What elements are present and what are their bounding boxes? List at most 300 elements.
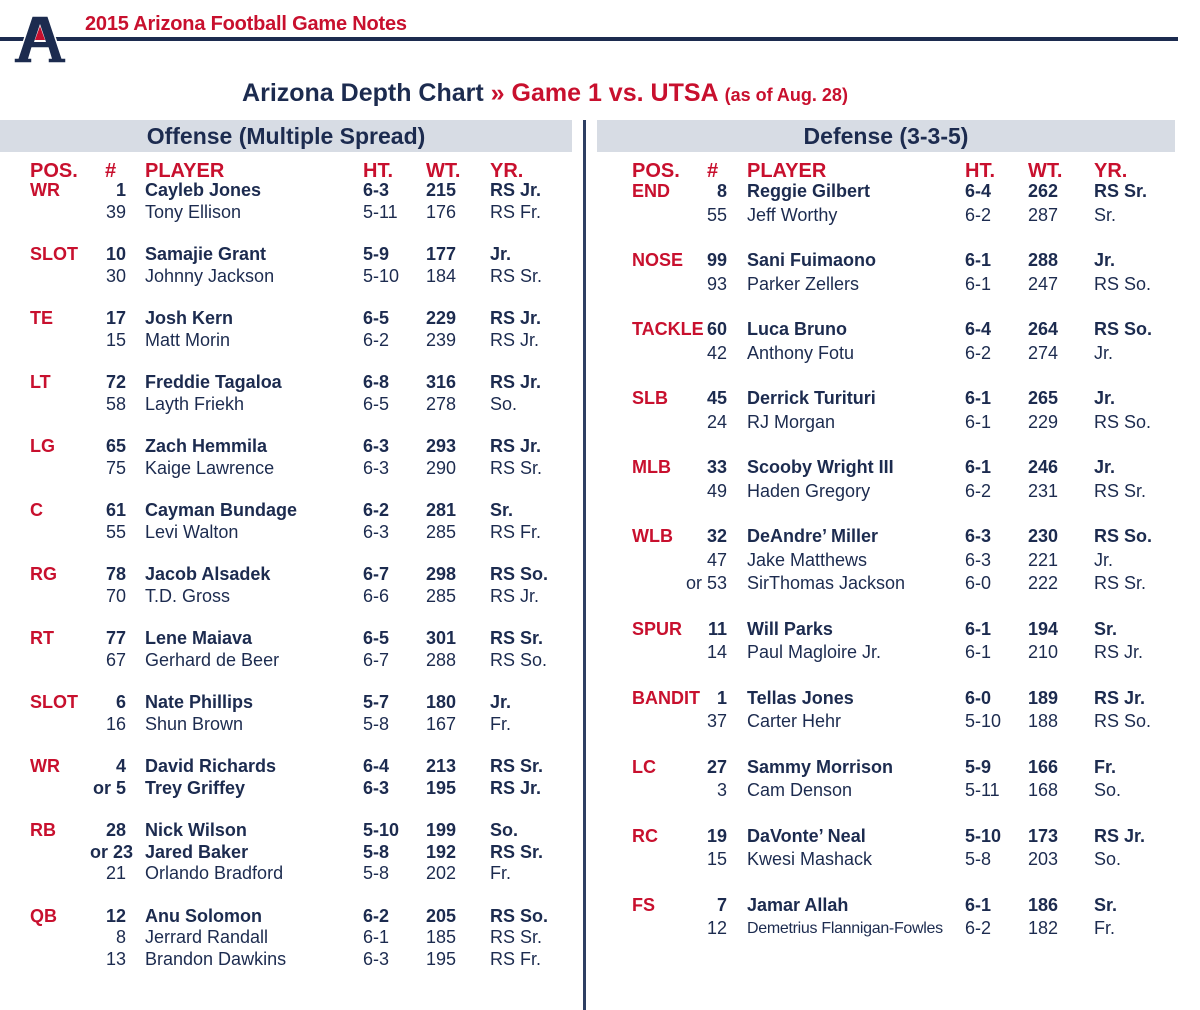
player-weight: 195 (426, 948, 457, 969)
player-weight: 293 (426, 436, 457, 456)
player-height: 6-3 (363, 457, 390, 478)
position-group (597, 825, 1175, 872)
player-row (0, 820, 572, 842)
jersey-number (90, 778, 126, 799)
position-group (0, 500, 572, 543)
offense-column (0, 120, 572, 970)
player-weight: 176 (426, 201, 457, 222)
jersey-number-value: 5 (115, 777, 126, 798)
player-name: Matt Morin (145, 329, 231, 350)
player-weight: 180 (426, 692, 457, 712)
player-weight: 316 (426, 372, 457, 392)
player-height: 6-2 (363, 905, 390, 926)
header-ht: HT. (363, 160, 393, 182)
player-weight: 247 (1028, 273, 1059, 294)
player-weight: 177 (426, 244, 457, 264)
header-pos: POS. (632, 160, 680, 182)
position-label: C (30, 500, 43, 520)
jersey-number-value: 55 (105, 521, 126, 542)
player-height: 6-6 (363, 585, 390, 606)
position-label: TE (30, 308, 54, 328)
player-year: Sr. (1094, 894, 1118, 915)
jersey-number (90, 564, 126, 585)
player-year: RS Jr. (490, 777, 542, 798)
jersey-number (90, 458, 126, 479)
jersey-number (667, 342, 727, 365)
jersey-number-value: 30 (105, 265, 126, 286)
player-weight: 288 (1028, 250, 1059, 270)
player-row (0, 714, 572, 736)
player-height: 6-0 (965, 573, 992, 593)
position-group (597, 756, 1175, 803)
jersey-number-value: 13 (105, 948, 126, 969)
player-name: Jamar Allah (747, 894, 849, 915)
player-name: Demetrius Flannigan-Fowles (747, 920, 943, 937)
jersey-number (90, 692, 126, 713)
player-name: Levi Walton (145, 521, 239, 542)
jersey-number (667, 525, 727, 548)
position-group (597, 456, 1175, 503)
player-row (597, 825, 1175, 849)
player-weight: 221 (1028, 549, 1059, 570)
player-name: Tony Ellison (145, 201, 242, 222)
player-name: Johnny Jackson (145, 265, 275, 286)
player-row (0, 244, 572, 266)
player-height: 5-10 (965, 825, 1002, 846)
player-weight: 229 (1028, 411, 1059, 432)
player-height: 5-8 (965, 849, 992, 869)
position-group (0, 906, 572, 971)
player-name: Josh Kern (145, 308, 234, 328)
player-row (597, 779, 1175, 803)
player-name: T.D. Gross (145, 585, 231, 606)
player-year: RS So. (1094, 711, 1152, 731)
player-row (0, 906, 572, 928)
player-year: RS Jr. (1094, 825, 1146, 846)
player-weight: 278 (426, 393, 457, 414)
jersey-number (90, 308, 126, 329)
position-label: NOSE (632, 250, 684, 270)
player-height: 5-8 (363, 841, 390, 862)
jersey-number-value: 8 (716, 181, 727, 201)
player-height: 5-7 (363, 692, 390, 712)
position-group (0, 372, 572, 415)
jersey-number (90, 949, 126, 970)
jersey-number-value: 78 (105, 564, 126, 584)
player-year: RS Fr. (490, 201, 542, 222)
player-row (597, 687, 1175, 711)
player-weight: 229 (426, 308, 457, 328)
player-year: Jr. (1094, 388, 1116, 408)
player-weight: 189 (1028, 687, 1059, 708)
player-row (0, 372, 572, 394)
headline-game: Game 1 vs. UTSA (511, 79, 718, 107)
player-year: Sr. (490, 500, 514, 520)
player-year: RS Sr. (490, 628, 544, 648)
player-height: 6-1 (965, 388, 992, 408)
header-ht: HT. (965, 160, 995, 182)
player-height: 5-10 (965, 711, 1002, 731)
player-row (597, 549, 1175, 573)
page-title (0, 79, 1090, 108)
jersey-number-value: 72 (105, 372, 126, 392)
player-name: Freddie Tagaloa (145, 372, 282, 392)
jersey-number (90, 586, 126, 607)
jersey-number-value: 12 (105, 905, 126, 926)
position-label: RC (632, 825, 658, 846)
player-row (597, 273, 1175, 297)
player-year: RS So. (1094, 411, 1152, 432)
player-row (597, 480, 1175, 504)
position-label: RG (30, 564, 57, 584)
player-row (0, 628, 572, 650)
player-height: 6-4 (965, 181, 992, 201)
jersey-number-value: 60 (706, 319, 727, 339)
player-weight: 231 (1028, 480, 1059, 501)
player-year: Jr. (1094, 457, 1116, 477)
player-row (597, 456, 1175, 480)
jersey-number (90, 927, 126, 948)
player-name: Lene Maiava (145, 628, 253, 648)
player-height: 5-8 (363, 713, 390, 734)
jersey-number (667, 641, 727, 664)
player-weight: 298 (426, 564, 457, 584)
position-group (0, 244, 572, 287)
player-year: RS So. (1094, 273, 1152, 294)
player-height: 5-11 (965, 780, 1000, 800)
player-weight: 290 (426, 457, 457, 478)
header-wt: WT. (426, 160, 461, 182)
position-group (597, 687, 1175, 734)
player-year: So. (1094, 780, 1122, 800)
player-row (0, 394, 572, 416)
jersey-number-value: 99 (706, 250, 727, 270)
player-row (597, 342, 1175, 366)
player-year: RS Jr. (490, 180, 542, 200)
jersey-number (90, 372, 126, 393)
jersey-number-value: 39 (105, 201, 126, 222)
player-year: RS Sr. (1094, 181, 1148, 201)
player-weight: 265 (1028, 388, 1059, 408)
player-name: Kaige Lawrence (145, 457, 275, 478)
jersey-number (667, 618, 727, 641)
player-weight: 274 (1028, 342, 1059, 363)
player-row (597, 411, 1175, 435)
player-name: Zach Hemmila (145, 436, 268, 456)
header-rule (0, 37, 1178, 41)
player-height: 6-1 (965, 618, 992, 639)
player-year: RS Jr. (490, 372, 542, 392)
jersey-number (90, 714, 126, 735)
arizona-logo (12, 14, 68, 64)
player-height: 6-1 (965, 273, 992, 294)
player-weight: 203 (1028, 849, 1059, 869)
defense-title: Defense (3-3-5) (597, 120, 1175, 152)
offense-groups (0, 180, 572, 970)
position-group (0, 628, 572, 671)
player-row (0, 949, 572, 971)
position-group (0, 692, 572, 735)
player-height: 6-3 (363, 777, 390, 798)
player-height: 6-3 (965, 549, 992, 570)
player-year: RS Sr. (1094, 573, 1147, 593)
jersey-number-value: 49 (706, 480, 727, 501)
player-year: Jr. (490, 244, 512, 264)
jersey-number-value: 75 (105, 457, 126, 478)
player-row (0, 458, 572, 480)
player-weight: 185 (426, 927, 457, 947)
jersey-number-value: 15 (706, 849, 727, 869)
player-year: Fr. (490, 713, 511, 734)
player-row (0, 308, 572, 330)
jersey-number-value: 6 (115, 692, 126, 712)
player-name: Jerrard Randall (145, 927, 269, 947)
player-row (597, 318, 1175, 342)
jersey-number (90, 650, 126, 671)
jersey-number (667, 825, 727, 848)
player-name: Gerhard de Beer (145, 649, 280, 670)
player-row (0, 266, 572, 288)
page-header-title: 2015 Arizona Football Game Notes (85, 13, 407, 35)
player-year: So. (490, 393, 518, 414)
jersey-number (667, 411, 727, 434)
player-year: RS Jr. (1094, 642, 1144, 662)
jersey-number-value: 77 (105, 628, 126, 648)
jersey-number (667, 480, 727, 503)
player-height: 6-1 (965, 457, 992, 477)
player-year: So. (1094, 849, 1122, 869)
player-name: Kwesi Mashack (747, 849, 873, 869)
jersey-number (667, 848, 727, 871)
position-label: LG (30, 436, 55, 456)
jersey-number-value: 21 (105, 863, 126, 883)
jersey-number-value: 1 (115, 180, 126, 200)
player-name: Scooby Wright III (747, 457, 894, 477)
defense-groups (597, 180, 1175, 941)
jersey-number-value: 8 (115, 927, 126, 947)
position-label: TACKLE (632, 319, 704, 339)
player-year: Sr. (1094, 204, 1117, 225)
jersey-number-value: 55 (706, 204, 727, 225)
player-row (597, 917, 1175, 941)
player-year: RS Sr. (490, 927, 543, 947)
jersey-number-value: 32 (706, 526, 727, 546)
jersey-number (90, 863, 126, 884)
jersey-number-value: 3 (716, 780, 727, 800)
player-name: Cam Denson (747, 780, 853, 800)
player-name: Tellas Jones (747, 687, 854, 708)
player-height: 6-2 (965, 480, 992, 501)
player-name: Layth Friekh (145, 393, 245, 414)
jersey-number-value: 47 (706, 549, 727, 570)
player-weight: 202 (426, 863, 457, 883)
player-weight: 230 (1028, 526, 1059, 546)
position-label: SLOT (30, 244, 78, 264)
player-weight: 195 (426, 777, 457, 798)
player-weight: 239 (426, 329, 457, 350)
player-weight: 166 (1028, 756, 1059, 777)
player-row (597, 249, 1175, 273)
player-height: 6-3 (965, 526, 992, 546)
jersey-number (90, 820, 126, 841)
jersey-number-value: 7 (716, 894, 727, 915)
jersey-number-value: 37 (706, 711, 727, 731)
header-player: PLAYER (747, 160, 827, 182)
jersey-number-value: 10 (105, 244, 126, 264)
player-weight: 173 (1028, 825, 1059, 846)
jersey-number-value: 11 (707, 618, 727, 639)
player-weight: 301 (426, 628, 457, 648)
player-height: 6-2 (363, 329, 390, 350)
player-weight: 285 (426, 521, 457, 542)
headline-main: Arizona Depth Chart (242, 79, 484, 107)
jersey-number-value: 61 (105, 500, 126, 520)
player-height: 6-5 (363, 393, 390, 414)
player-name: Sammy Morrison (747, 756, 894, 777)
player-row (0, 500, 572, 522)
player-name: Anu Solomon (145, 905, 262, 926)
player-row (0, 863, 572, 885)
player-row (0, 586, 572, 608)
player-height: 6-7 (363, 564, 390, 584)
jersey-number-value: 16 (105, 713, 126, 734)
player-weight: 182 (1028, 918, 1059, 938)
position-label: SPUR (632, 618, 683, 639)
player-row (597, 204, 1175, 228)
position-label: SLOT (30, 692, 78, 712)
player-year: RS Sr. (490, 457, 543, 478)
header-num: # (105, 160, 117, 182)
player-row (0, 650, 572, 672)
player-year: Jr. (1094, 549, 1114, 570)
player-year: RS Jr. (490, 436, 542, 456)
header-yr: YR. (1094, 160, 1128, 182)
player-row (0, 436, 572, 458)
player-name: Jared Baker (145, 841, 249, 862)
or-label: or (90, 841, 108, 862)
jersey-number (90, 266, 126, 287)
position-group (597, 180, 1175, 227)
jersey-number (90, 330, 126, 351)
player-height: 5-9 (965, 756, 992, 777)
jersey-number-value: 45 (706, 388, 727, 408)
headline-separator: » (490, 79, 505, 107)
player-weight: 168 (1028, 780, 1059, 800)
position-label: MLB (632, 457, 671, 477)
player-row (0, 756, 572, 778)
position-group (0, 308, 572, 351)
player-height: 6-5 (363, 628, 390, 648)
player-weight: 222 (1028, 573, 1059, 593)
player-year: Jr. (490, 692, 512, 712)
player-height: 6-1 (965, 642, 992, 662)
player-height: 6-2 (363, 500, 390, 520)
jersey-number (90, 522, 126, 543)
position-label: END (632, 181, 671, 201)
player-row (597, 618, 1175, 642)
player-weight: 184 (426, 265, 457, 286)
position-group (0, 436, 572, 479)
jersey-number (667, 204, 727, 227)
player-name: Nate Phillips (145, 692, 254, 712)
position-group (597, 618, 1175, 665)
player-name: Cayleb Jones (145, 180, 262, 200)
player-weight: 287 (1028, 204, 1059, 225)
jersey-number-value: 15 (105, 329, 126, 350)
position-label: LT (30, 372, 51, 392)
player-name: Nick Wilson (145, 820, 247, 840)
player-weight: 192 (426, 841, 457, 862)
jersey-number-value: 1 (716, 687, 727, 708)
player-weight: 285 (426, 585, 457, 606)
player-name: Brandon Dawkins (145, 948, 287, 969)
player-row (0, 842, 572, 864)
player-weight: 264 (1028, 319, 1059, 339)
jersey-number-value: 4 (115, 756, 126, 776)
position-group (0, 564, 572, 607)
player-weight: 186 (1028, 894, 1059, 915)
player-height: 6-7 (363, 649, 390, 670)
player-name: Trey Griffey (145, 777, 246, 798)
jersey-number-value: 19 (706, 825, 727, 846)
player-row (597, 525, 1175, 549)
header-num: # (707, 160, 719, 182)
position-label: RT (30, 628, 54, 648)
player-weight: 262 (1028, 181, 1059, 201)
jersey-number (667, 687, 727, 710)
jersey-number (667, 318, 727, 341)
player-row (597, 387, 1175, 411)
player-weight: 167 (426, 713, 457, 734)
player-row (597, 180, 1175, 204)
player-name: RJ Morgan (747, 411, 836, 432)
position-group (597, 387, 1175, 434)
player-name: Parker Zellers (747, 273, 860, 294)
header-player: PLAYER (145, 160, 225, 182)
player-height: 6-1 (965, 894, 992, 915)
jersey-number-value: 33 (706, 457, 727, 477)
player-height: 6-3 (363, 180, 390, 200)
player-year: RS Jr. (1094, 687, 1146, 708)
jersey-number (90, 500, 126, 521)
position-label: SLB (632, 388, 668, 408)
position-group (597, 318, 1175, 365)
player-name: Derrick Turituri (747, 388, 876, 408)
jersey-number (667, 549, 727, 572)
jersey-number (667, 756, 727, 779)
or-label: or (685, 573, 702, 593)
player-height: 6-3 (363, 521, 390, 542)
player-height: 6-1 (965, 250, 992, 270)
header-wt: WT. (1028, 160, 1063, 182)
headline-as-of: (as of Aug. 28) (724, 85, 848, 105)
player-weight: 215 (426, 180, 457, 200)
position-label: RB (30, 820, 56, 840)
header-pos: POS. (30, 160, 78, 182)
jersey-number-value: 42 (706, 342, 727, 363)
jersey-number-value: 53 (706, 573, 727, 593)
position-label: FS (632, 894, 656, 915)
player-name: Orlando Bradford (145, 863, 284, 883)
player-row (597, 641, 1175, 665)
position-group (597, 249, 1175, 296)
or-label: or (92, 777, 111, 798)
player-name: Samajie Grant (145, 244, 267, 264)
player-name: DaVonte’ Neal (747, 825, 866, 846)
jersey-number-value: 58 (105, 393, 126, 414)
jersey-number-value: 27 (706, 756, 727, 777)
jersey-number (90, 906, 126, 927)
